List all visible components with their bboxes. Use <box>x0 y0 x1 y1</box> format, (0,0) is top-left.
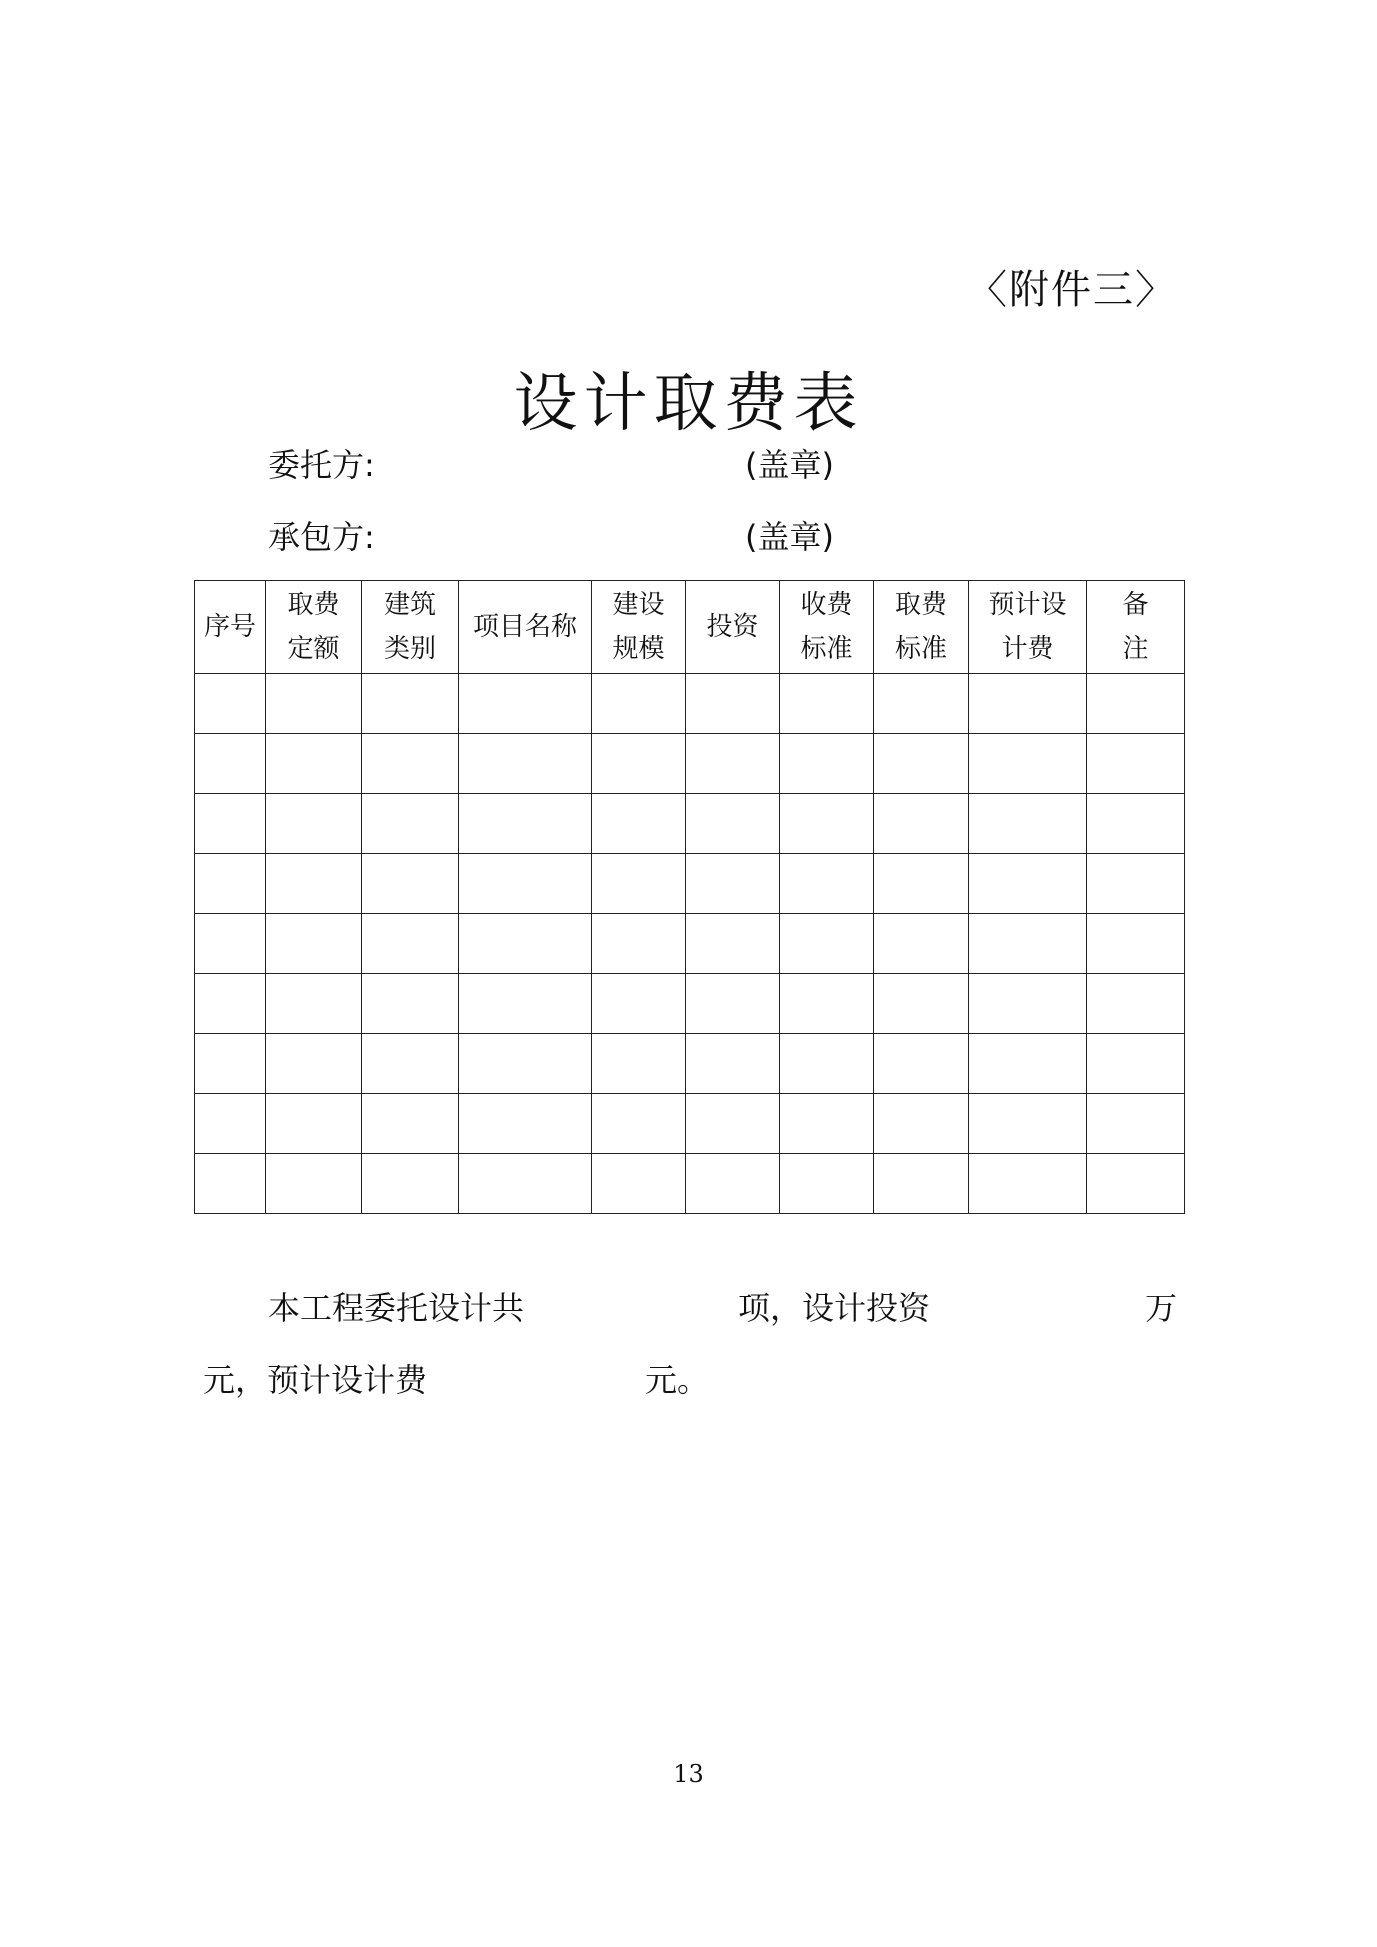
table-cell[interactable] <box>874 974 969 1034</box>
table-cell[interactable] <box>195 914 266 974</box>
table-cell[interactable] <box>266 1094 362 1154</box>
table-cell[interactable] <box>969 794 1087 854</box>
table-cell[interactable] <box>780 914 874 974</box>
table-cell[interactable] <box>780 674 874 734</box>
column-header-line: 取费 <box>287 590 340 620</box>
table-cell[interactable] <box>780 974 874 1034</box>
table-cell[interactable] <box>874 854 969 914</box>
document-title: 设计取费表 <box>513 367 864 441</box>
table-cell[interactable] <box>195 674 266 734</box>
table-cell[interactable] <box>362 1034 459 1094</box>
table-cell[interactable] <box>780 794 874 854</box>
table-cell[interactable] <box>874 1034 969 1094</box>
table-cell[interactable] <box>362 974 459 1034</box>
table-cell[interactable] <box>266 854 362 914</box>
table-cell[interactable] <box>266 974 362 1034</box>
fee-table <box>194 580 1185 1214</box>
table-cell[interactable] <box>1087 674 1185 734</box>
table-cell[interactable] <box>266 734 362 794</box>
table-cell[interactable] <box>686 794 780 854</box>
table-cell[interactable] <box>969 674 1087 734</box>
table-cell[interactable] <box>362 794 459 854</box>
table-cell[interactable] <box>1087 914 1185 974</box>
table-cell[interactable] <box>969 734 1087 794</box>
column-header <box>1087 581 1185 674</box>
summary-line1-part2: 项，设计投资 <box>738 1289 931 1327</box>
column-header-line: 投资 <box>706 612 759 642</box>
table-cell[interactable] <box>459 794 592 854</box>
table-cell[interactable] <box>592 854 686 914</box>
table-cell[interactable] <box>195 854 266 914</box>
summary-line2-part2: 元。 <box>645 1361 710 1399</box>
table-row <box>195 1094 1185 1154</box>
table-cell[interactable] <box>780 734 874 794</box>
table-cell[interactable] <box>780 1094 874 1154</box>
table-cell[interactable] <box>686 914 780 974</box>
table-cell[interactable] <box>592 734 686 794</box>
table-row <box>195 1034 1185 1094</box>
table-cell[interactable] <box>1087 1034 1185 1094</box>
table-cell[interactable] <box>592 794 686 854</box>
table-cell[interactable] <box>1087 734 1185 794</box>
column-header-line: 项目名称 <box>472 612 577 642</box>
column-header-line: 建筑 <box>383 590 436 620</box>
column-header <box>874 581 969 674</box>
table-cell[interactable] <box>874 794 969 854</box>
table-cell[interactable] <box>969 854 1087 914</box>
column-header-line: 标准 <box>894 634 947 664</box>
table-cell[interactable] <box>1087 974 1185 1034</box>
table-cell[interactable] <box>195 974 266 1034</box>
table-cell[interactable] <box>459 1094 592 1154</box>
table-cell[interactable] <box>195 1154 266 1214</box>
table-cell[interactable] <box>362 854 459 914</box>
table-cell[interactable] <box>362 914 459 974</box>
column-header-line: 计费 <box>1001 634 1054 664</box>
table-cell[interactable] <box>362 1154 459 1214</box>
summary-line1-part1: 本工程委托设计共 <box>268 1289 525 1327</box>
table-cell[interactable] <box>266 1034 362 1094</box>
table-cell[interactable] <box>874 914 969 974</box>
table-cell[interactable] <box>686 974 780 1034</box>
table-row <box>195 794 1185 854</box>
table-cell[interactable] <box>459 854 592 914</box>
contractor-label: 承包方: <box>268 518 375 556</box>
page-number: 13 <box>673 1760 704 1788</box>
contractor-seal: (盖章) <box>745 518 834 556</box>
table-cell[interactable] <box>780 1154 874 1214</box>
table-body <box>195 674 1185 1214</box>
table-cell[interactable] <box>266 674 362 734</box>
column-header-line: 收费 <box>800 590 853 620</box>
table-row <box>195 854 1185 914</box>
column-header-line: 规模 <box>612 634 665 664</box>
table-cell[interactable] <box>266 1154 362 1214</box>
table-cell[interactable] <box>459 674 592 734</box>
column-header-line: 标准 <box>800 634 853 664</box>
table-cell[interactable] <box>459 974 592 1034</box>
column-header-line: 序号 <box>203 612 256 642</box>
column-header <box>592 581 686 674</box>
table-cell[interactable] <box>266 914 362 974</box>
table-cell[interactable] <box>780 854 874 914</box>
table-row <box>195 914 1185 974</box>
table-cell[interactable] <box>1087 794 1185 854</box>
table-cell[interactable] <box>362 734 459 794</box>
table-cell[interactable] <box>686 1094 780 1154</box>
column-header-line: 类别 <box>383 634 436 664</box>
table-row <box>195 1154 1185 1214</box>
table-cell[interactable] <box>969 914 1087 974</box>
table-cell[interactable] <box>459 914 592 974</box>
table-cell[interactable] <box>459 1154 592 1214</box>
table-row <box>195 974 1185 1034</box>
table-cell[interactable] <box>686 1034 780 1094</box>
table-cell[interactable] <box>195 794 266 854</box>
column-header-line: 备 <box>1122 590 1149 620</box>
attachment-label: 〈附件三〉 <box>967 267 1177 313</box>
table-cell[interactable] <box>592 1154 686 1214</box>
column-header-line: 建设 <box>612 590 665 620</box>
table-cell[interactable] <box>592 974 686 1034</box>
table-cell[interactable] <box>592 1034 686 1094</box>
column-header <box>195 581 266 674</box>
table-cell[interactable] <box>874 674 969 734</box>
table-cell[interactable] <box>195 1094 266 1154</box>
summary-line1-part3: 万 <box>1145 1289 1178 1327</box>
column-header-line: 注 <box>1122 634 1149 664</box>
table-cell[interactable] <box>362 674 459 734</box>
table-cell[interactable] <box>969 1034 1087 1094</box>
table-header-row <box>195 581 1185 674</box>
table-cell[interactable] <box>1087 854 1185 914</box>
column-header-line: 取费 <box>894 590 947 620</box>
table-row <box>195 674 1185 734</box>
table-cell[interactable] <box>874 734 969 794</box>
table-cell[interactable] <box>592 914 686 974</box>
client-seal: (盖章) <box>745 446 834 484</box>
table-row <box>195 734 1185 794</box>
column-header <box>362 581 459 674</box>
summary-line2-part1: 元，预计设计费 <box>203 1361 428 1399</box>
table-cell[interactable] <box>686 734 780 794</box>
table-cell[interactable] <box>969 1094 1087 1154</box>
table-cell[interactable] <box>1087 1154 1185 1214</box>
table-cell[interactable] <box>459 1034 592 1094</box>
column-header-line: 定额 <box>287 634 340 664</box>
table-cell[interactable] <box>1087 1094 1185 1154</box>
table-cell[interactable] <box>686 1154 780 1214</box>
table-cell[interactable] <box>874 1154 969 1214</box>
column-header <box>459 581 592 674</box>
column-header-line: 预计设 <box>988 590 1067 620</box>
column-header <box>686 581 780 674</box>
client-label: 委托方: <box>268 446 375 484</box>
table-cell[interactable] <box>266 794 362 854</box>
table-cell[interactable] <box>362 1094 459 1154</box>
table-cell[interactable] <box>592 674 686 734</box>
table-cell[interactable] <box>459 734 592 794</box>
column-header <box>266 581 362 674</box>
table-cell[interactable] <box>195 734 266 794</box>
column-header <box>780 581 874 674</box>
table-cell[interactable] <box>874 1094 969 1154</box>
table-cell[interactable] <box>195 1034 266 1094</box>
column-header <box>969 581 1087 674</box>
table-cell[interactable] <box>686 854 780 914</box>
table-cell[interactable] <box>780 1034 874 1094</box>
table-cell[interactable] <box>592 1094 686 1154</box>
table-cell[interactable] <box>686 674 780 734</box>
table-cell[interactable] <box>969 974 1087 1034</box>
table-cell[interactable] <box>969 1154 1087 1214</box>
